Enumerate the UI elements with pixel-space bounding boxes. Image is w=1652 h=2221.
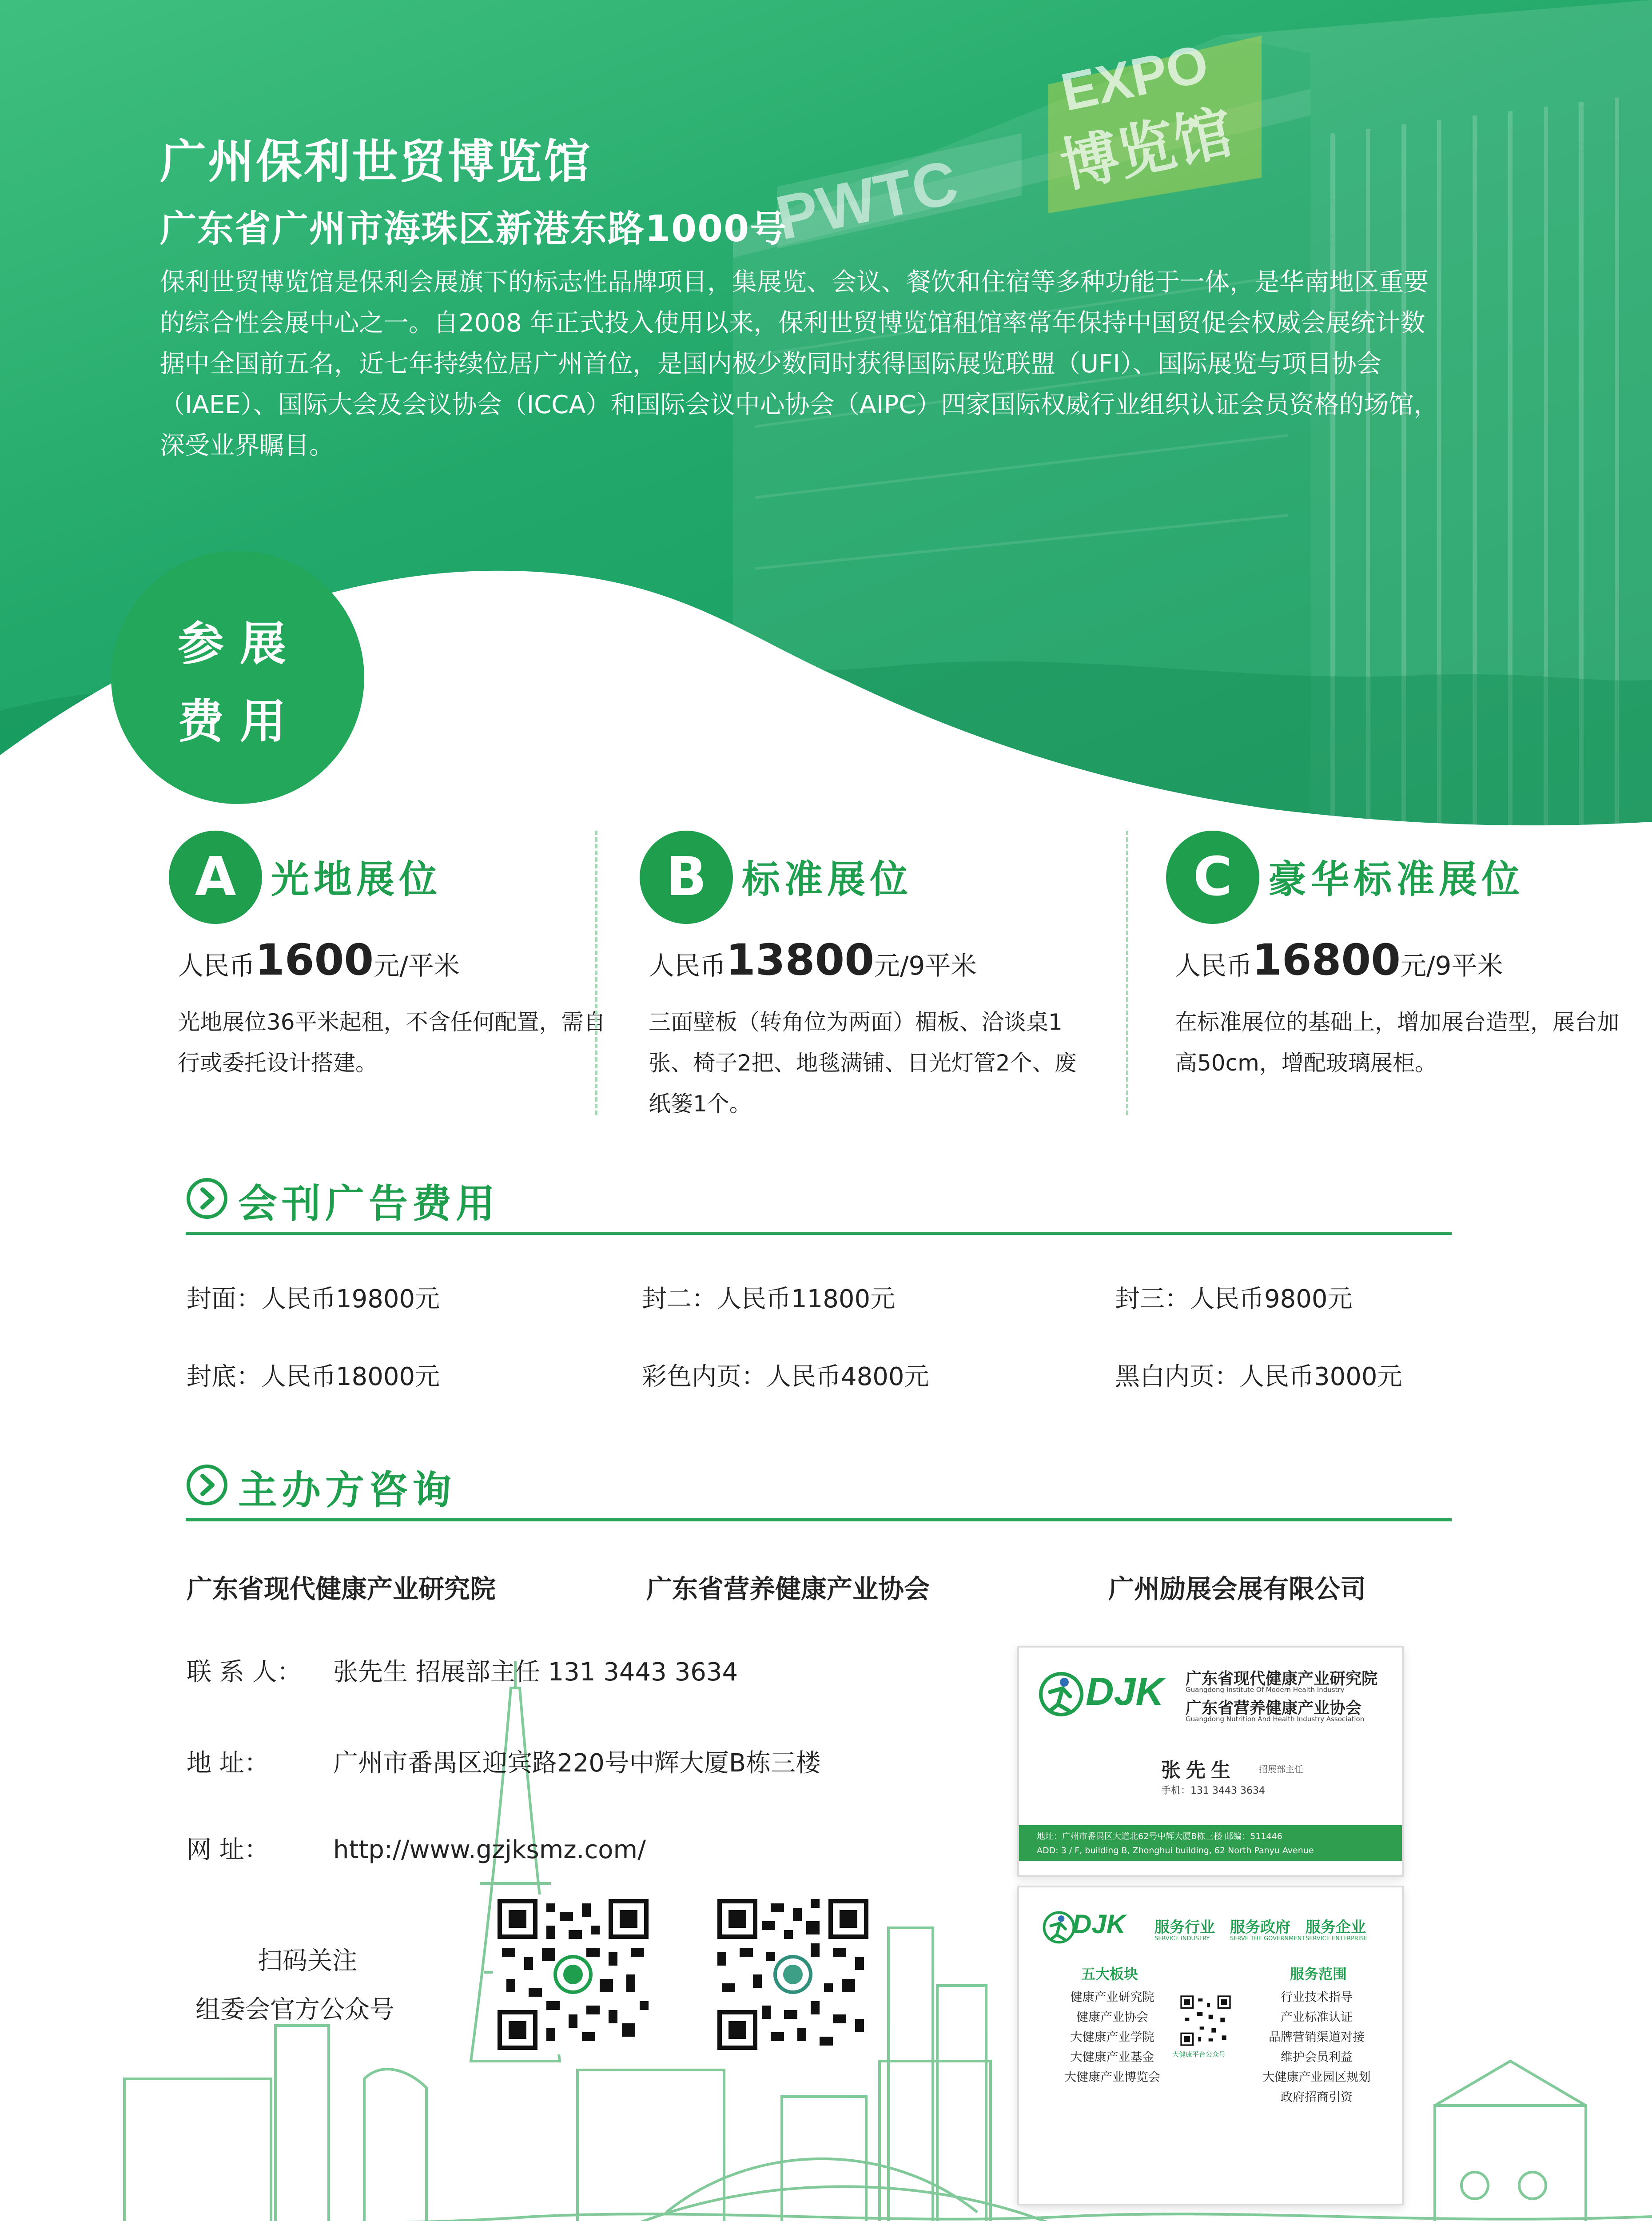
card-left-list: 健康产业研究院 健康产业协会 大健康产业学院 大健康产业基金 大健康产业博览会 <box>1064 1990 1160 2084</box>
card-address: 地址：广州市番禺区大道北62号中辉大厦B栋三楼 邮编：511446 <box>1037 1831 1282 1841</box>
booth-price-a: 人民币1600元/平米 <box>178 935 460 985</box>
card-name: 张先生 <box>1161 1759 1236 1782</box>
booth-divider <box>595 831 597 1115</box>
card-org2: 广东省营养健康产业协会 <box>1186 1699 1362 1717</box>
booth-desc-a: 光地展位36平米起租，不含任何配置，需自行或委托设计搭建。 <box>178 1009 606 1076</box>
contact-address: 广州市番禺区迎宾路220号中辉大厦B栋三楼 <box>333 1749 821 1778</box>
organizers-header <box>186 1459 1452 1521</box>
card-slogan: 服务企业 <box>1306 1918 1366 1936</box>
booth-price-b: 人民币13800元/9平米 <box>649 935 977 985</box>
ad-fee-item: 封面：人民币19800元 <box>187 1285 440 1313</box>
djk-logo-icon <box>1037 1670 1086 1719</box>
website-link[interactable]: http://www.gzjksmz.com/ <box>333 1835 646 1864</box>
booth-desc-b: 三面壁板（转角位为两面）楣板、洽谈桌1张、椅子2把、地毯满铺、日光灯管2个、废纸篓1个。 <box>649 1009 1077 1117</box>
ad-fees-header <box>186 1173 1452 1235</box>
organizer-name: 广东省营养健康产业协会 <box>646 1574 930 1604</box>
organizer-name: 广东省现代健康产业研究院 <box>187 1574 496 1604</box>
booth-title-c: 豪华标准展位 <box>1268 857 1524 902</box>
business-card-back <box>1017 1886 1404 2205</box>
card-left-title: 五大板块 <box>1081 1966 1138 1982</box>
svg-text:EXPO: EXPO <box>1056 33 1214 123</box>
card-org1-en: Guangdong Institute Of Modern Health Industry <box>1186 1686 1345 1694</box>
svg-text:博览馆: 博览馆 <box>1055 98 1238 200</box>
address-row: 地 址： 广州市番禺区迎宾路220号中辉大厦B栋三楼 <box>187 1749 821 1778</box>
exhibition-fee-badge <box>111 551 364 804</box>
booth-title-b: 标准展位 <box>742 857 912 902</box>
website-row: 网 址： http://www.gzjksmz.com/ <box>187 1835 646 1864</box>
card-address-en: ADD: 3 / F, building B, Zhonghui building, 62 North Panyu Avenue <box>1037 1846 1314 1855</box>
organizers-title: 主办方咨询 <box>238 1467 456 1513</box>
ad-fee-item: 彩色内页：人民币4800元 <box>642 1362 929 1391</box>
djk-logo-text: DJK <box>1072 1909 1126 1939</box>
card-slogan: 服务行业 <box>1154 1918 1215 1936</box>
card-org1: 广东省现代健康产业研究院 <box>1186 1669 1378 1688</box>
card-right-title: 服务范围 <box>1290 1966 1347 1982</box>
ad-fee-item: 封底：人民币18000元 <box>187 1362 440 1391</box>
venue-address: 广东省广州市海珠区新港东路1000号 <box>160 208 788 250</box>
qr-code-wechat-1 <box>493 1895 653 2054</box>
djk-logo-icon <box>1041 1910 1077 1945</box>
svg-text:PWTC: PWTC <box>770 147 964 253</box>
contact-person-row: 联 系 人： 张先生 招展部主任 131 3443 3634 <box>187 1658 738 1687</box>
card-phone: 手机：131 3443 3634 <box>1161 1785 1265 1796</box>
card-slogan: 服务政府 <box>1230 1918 1290 1936</box>
booth-divider <box>1126 831 1128 1115</box>
card-role: 招展部主任 <box>1259 1764 1303 1775</box>
booth-title-a: 光地展位 <box>271 857 442 902</box>
arrow-circle-icon <box>186 1464 228 1506</box>
ad-fees-title: 会刊广告费用 <box>238 1181 500 1226</box>
card-qr-label: 大健康平台公众号 <box>1172 2050 1226 2058</box>
card-slogan-en: SERVICE ENTERPRISE <box>1306 1935 1368 1942</box>
organizer-name: 广州励展会展有限公司 <box>1108 1574 1366 1604</box>
qr-code-wechat-2 <box>713 1895 873 2054</box>
card-slogan-en: SERVICE INDUSTRY <box>1154 1935 1210 1942</box>
ad-fee-item: 黑白内页：人民币3000元 <box>1115 1362 1402 1391</box>
ad-fee-item: 封二：人民币11800元 <box>642 1285 896 1313</box>
card-slogan-en: SERVE THE GOVERNMENT <box>1230 1935 1306 1942</box>
fee-badge-line1: 参展 <box>178 617 303 671</box>
fee-badge-line2: 费用 <box>178 694 303 748</box>
djk-logo-text: DJK <box>1086 1669 1164 1713</box>
card-qr-code <box>1179 1994 1232 2047</box>
venue-title: 广州保利世贸博览馆 <box>160 135 592 189</box>
booth-desc-c: 在标准展位的基础上，增加展台造型，展台加高50cm，增配玻璃展柜。 <box>1175 1009 1619 1076</box>
venue-description: 保利世贸博览馆是保利会展旗下的标志性品牌项目，集展览、会议、餐饮和住宿等多种功能于一体，是华南地区重要的综合性会展中心之一。自2008 年正式投入使用以来，保利世贸博览馆租馆率常年保持中国贸促会权威会展统计数据中全国前五名，近七年持续位居广州首位，是国内极少数同时获得国际展览联盟（UFI）、国际展览与项目协会（IAEE）、国际大会及会议协会（ICCA）和国际会议中心协会（AIPC）四家国际权威行业组织认证会员资格的场馆，深受业界瞩目。 <box>160 268 1439 460</box>
booth-price-c: 人民币16800元/9平米 <box>1175 935 1503 985</box>
card-org2-en: Guangdong Nutrition And Health Industry Association <box>1186 1715 1365 1723</box>
scan-qr-caption: 扫码关注 组委会官方公众号 <box>195 1946 394 2024</box>
arrow-circle-icon <box>186 1177 228 1220</box>
contact-person: 张先生 招展部主任 131 3443 3634 <box>333 1658 738 1687</box>
ad-fee-item: 封三：人民币9800元 <box>1115 1285 1353 1313</box>
card-right-list: 行业技术指导 产业标准认证 品牌营销渠道对接 维护会员利益 大健康产业园区规划 政府招商引资 <box>1262 1990 1371 2104</box>
booth-badge-c: C <box>1166 831 1259 924</box>
business-card-front <box>1017 1646 1404 1877</box>
booth-badge-a: A <box>169 831 262 924</box>
booth-badge-b: B <box>640 831 733 924</box>
